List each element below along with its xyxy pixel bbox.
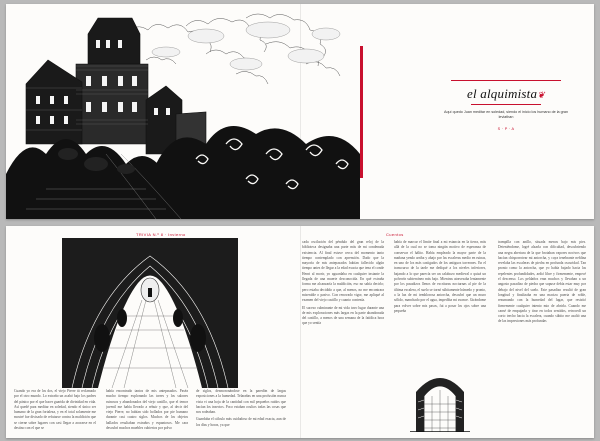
running-head-left: TRIVIA N.º 8 · Invierno xyxy=(136,232,186,237)
tunnel-illustration xyxy=(62,238,238,388)
bottom-spread xyxy=(6,226,594,438)
title-rule-top xyxy=(451,80,561,81)
fleuron-icon: ❦ xyxy=(537,90,545,100)
text-column-5: había de marcar el límite final a mi estancia en la tierra, más allá de la cual no se toma ningún motivo de esperanza de conservar el hálito. Había empleado la mayor parte de la mañana yendo arriba y abajo por las escaleras medio en ruinas, en uno de los más castigados de los antiguos torreones. En el transcurso de la tarde me dediqué a los niveles inferiores, bajando a lo que parecía ser un calabozo medieval o quizá un polvorín subterráneo más bajo. Mientras atravesaba lentamente por los pasadizos llenos de escrituras nocturnas al pie de la última escalera, el suelo se tornó súbitamente húmedo y pronto, a la luz de mi temblorosa antorcha, descubrí que un muro sólido, manchado por el agua, impediba mi avance. Girándome para volver sobre mis pasos, fui a posar los ojos sobre una pequeña xyxy=(394,240,486,313)
article-byline: S · P · A xyxy=(497,127,515,131)
article-title: el alquimista❦ xyxy=(467,86,545,101)
running-head-right: Cuentos xyxy=(386,232,404,237)
doorway-illustration xyxy=(410,362,470,432)
castle-illustration xyxy=(6,4,366,219)
text-column-1: Cuando yo era de los dos, el viejo Pierre tú reclamado por el otro mundo. Lo extraño un acabó bajo los padres del pánico por el que hacer guarida de divinidad en vida. Así quedé para meditar en soledad, siendo el único ser humano de la gran fortaleza, y en el total solamente me mostré fue divisado de refutarse contra la maldición que se cierne sobre lugares con casi llegar a acorarse en el destino con el que se xyxy=(14,389,96,431)
title-block xyxy=(431,80,581,131)
text-column-6: trampilla con anillo, situada menos bajo mis pies. Deteniéndome, logré alzarla con dificultad, descubriendo una negra abertura de la que brotaban vapores nocivos que hacían chisporrotear mi antorcha, y cuya tenebrante neblina revelaba las escaleras de piedra en profunda oscuridad. Tan pronto como la antorcha, que yo había bajado hacia las repelentes profundidades, ardió libre y firmemente, empecé el descenso. Los peldaños eran muchos y llevaban a un angosto pasadizo de piedra que supuse debía estar muy por debajo del nivel del suelo. Este pasadizo resultó de gran longitud y finalizaba en una maciza puerta de roble, rezumando con la humedad del lugar, que resistió firmemente cualquier intento mio de abrirla. Cuando me cansé de empujarla y tirar en todos sentidos, retrocedí un corto trecho hacia la escalera, cuando súbito me asaltó una de las impresiones más profundas xyxy=(498,240,586,324)
text-column-2: había encontrado tantos de mis antepasados. Paséa mucho tiempo explorando las torres y los salones ruinosos y abandonados del viejo castillo, que el temor juvenil me había llevado a rehuir y que, al decir del viejo Pierre, no habían sido hollados por pie humano durante casi cuatro siglos. Muchos de los objetos hallados resultaban extraños y espantosos. Me cara descubrí muchos muebles cubiertos por polvo xyxy=(106,389,188,431)
text-column-3: cada oscilación del péndulo del gran reloj de la biblioteca designaba una parte más de mi condenada existencia. Al final estuve cerca del momento tanto tiempo contemplado con aprensión. Dado que la mayoría de mis antepasados habían fallecido algún tiempo antes de llegar a la edad exacta que tena el conde Henri al morir, yo aguardaba en cualquier instante la llegada de una muerte desconocida. En qué extraña forma me alcanzaría la maldición, eso no sabía decirlo; pero estaba decidido a que, al menos, no me encontrara miserable o pasivo. Con renovado vigor, me apliqué al examen del viejo castillo y cuanto contenía. El suceso culminante de mi vida tuvo lugar durante una de mis exploraciones más largas en la parte abandonada del castillo, a menos de una semana de la fatídica hora que yo sentía xyxy=(302,240,384,326)
text-column-4: de siglos, desmoronándose en la paredón de largas exposiciones a la humedad. Telarañas en una profusión nunca vista vi una hoja de la cantidad con mil pequeños ruidos que hacían los insectos. Poco estaban ocultos todas las cosas que nos rodeaban. Guardaba el cálculo más cuidadoso de mi edad exacta, aun de los días y horas, ya que xyxy=(196,389,286,427)
title-rule-bottom xyxy=(471,104,541,105)
article-lede: Aquí quedo Juan meditar en soledad, siendo el inicio los humano de la gran leviathan xyxy=(443,110,569,119)
accent-bar xyxy=(360,46,363,178)
top-spread xyxy=(6,4,594,219)
spine xyxy=(300,226,301,438)
